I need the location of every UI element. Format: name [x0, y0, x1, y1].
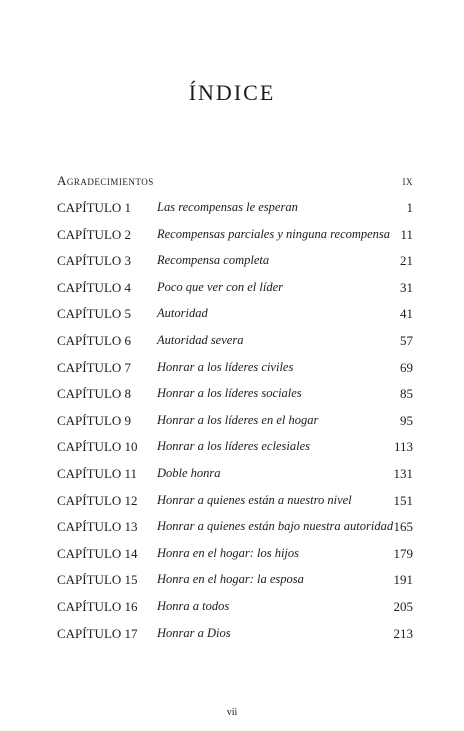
chapter-page-number: 69 — [400, 359, 413, 375]
chapter-title: Recompensa completa — [157, 253, 270, 268]
chapter-title: Recompensas parciales y ninguna recompensa — [157, 226, 391, 241]
chapter-title: Honrar a los líderes eclesiales — [157, 439, 310, 454]
chapter-page-number: 41 — [400, 306, 413, 322]
chapter-title: Honrar a quienes están a nuestro nivel — [157, 492, 352, 507]
chapter-label: CAPÍTULO 5 — [57, 306, 132, 322]
chapter-label: CAPÍTULO 15 — [57, 572, 138, 588]
chapter-title: Honrar a los líderes civiles — [157, 359, 294, 374]
chapter-label: CAPÍTULO 9 — [57, 412, 132, 428]
toc-row — [57, 386, 413, 413]
chapter-label: CAPÍTULO 2 — [57, 226, 132, 242]
chapter-page-number: 11 — [400, 226, 413, 242]
toc-row — [57, 200, 413, 227]
chapter-title: Honrar a los líderes sociales — [157, 386, 302, 401]
chapter-label: CAPÍTULO 1 — [57, 200, 132, 215]
chapter-title: Honrar a los líderes en el hogar — [157, 412, 319, 427]
chapter-title: Autoridad — [157, 306, 208, 321]
chapter-label: CAPÍTULO 13 — [57, 519, 138, 535]
chapter-title: Autoridad severa — [157, 332, 244, 347]
chapter-page-number: 213 — [393, 625, 413, 641]
chapter-title: Honra a todos — [157, 598, 230, 613]
chapter-page-number: 85 — [400, 386, 413, 402]
toc-row — [57, 466, 413, 493]
chapter-label: CAPÍTULO 3 — [57, 253, 132, 269]
toc-row — [57, 333, 413, 360]
page-folio: vii — [226, 707, 238, 718]
toc-row — [57, 227, 413, 254]
toc-row — [57, 360, 413, 387]
chapter-label: CAPÍTULO 14 — [57, 545, 138, 561]
chapter-label: CAPÍTULO 10 — [57, 439, 138, 455]
chapter-label: CAPÍTULO 11 — [57, 465, 138, 481]
toc-row — [57, 626, 413, 653]
chapter-title: Las recompensas le esperan — [157, 200, 298, 214]
chapter-page-number: 95 — [400, 412, 413, 428]
chapter-label: CAPÍTULO 12 — [57, 492, 138, 508]
toc-row — [57, 519, 413, 546]
chapter-label: CAPÍTULO 8 — [57, 386, 132, 402]
chapter-title: Doble honra — [157, 465, 221, 480]
chapter-page-number: 113 — [393, 439, 413, 455]
chapter-page-number: 191 — [393, 572, 413, 588]
toc-row — [57, 493, 413, 520]
toc-row — [57, 599, 413, 626]
chapter-page-number: 57 — [400, 332, 413, 348]
chapter-label: CAPÍTULO 16 — [57, 598, 138, 614]
acknowledgments-page-number: ix — [402, 173, 413, 188]
chapter-title: Honra en el hogar: la esposa — [157, 572, 304, 587]
chapter-label: CAPÍTULO 17 — [57, 625, 138, 641]
chapter-page-number: 179 — [393, 545, 413, 561]
chapter-page-number: 31 — [400, 279, 413, 295]
toc-row — [57, 253, 413, 280]
chapter-label: CAPÍTULO 6 — [57, 332, 132, 348]
chapter-title: Honrar a quienes están bajo nuestra autoridad — [157, 519, 394, 534]
chapter-title: Poco que ver con el líder — [157, 279, 283, 294]
toc-row — [57, 413, 413, 440]
chapter-page-number: 131 — [393, 465, 413, 481]
chapter-page-number: 165 — [393, 519, 413, 535]
chapter-page-number: 205 — [393, 598, 413, 614]
chapter-page-number: 21 — [400, 253, 413, 269]
toc-row — [57, 572, 413, 599]
chapter-page-number: 151 — [393, 492, 413, 508]
toc-row — [57, 306, 413, 333]
acknowledgments-label: Agradecimientos — [57, 173, 154, 188]
chapter-title: Honrar a Dios — [157, 625, 231, 640]
table-of-contents — [57, 200, 413, 652]
chapter-label: CAPÍTULO 4 — [57, 279, 132, 295]
toc-row — [57, 546, 413, 573]
page-title: ÍNDICE — [188, 80, 276, 105]
chapter-title: Honra en el hogar: los hijos — [157, 545, 300, 560]
chapter-page-number: 1 — [406, 200, 413, 215]
toc-row-acknowledgments — [57, 173, 413, 191]
toc-row — [57, 280, 413, 307]
toc-row — [57, 439, 413, 466]
chapter-label: CAPÍTULO 7 — [57, 359, 132, 375]
